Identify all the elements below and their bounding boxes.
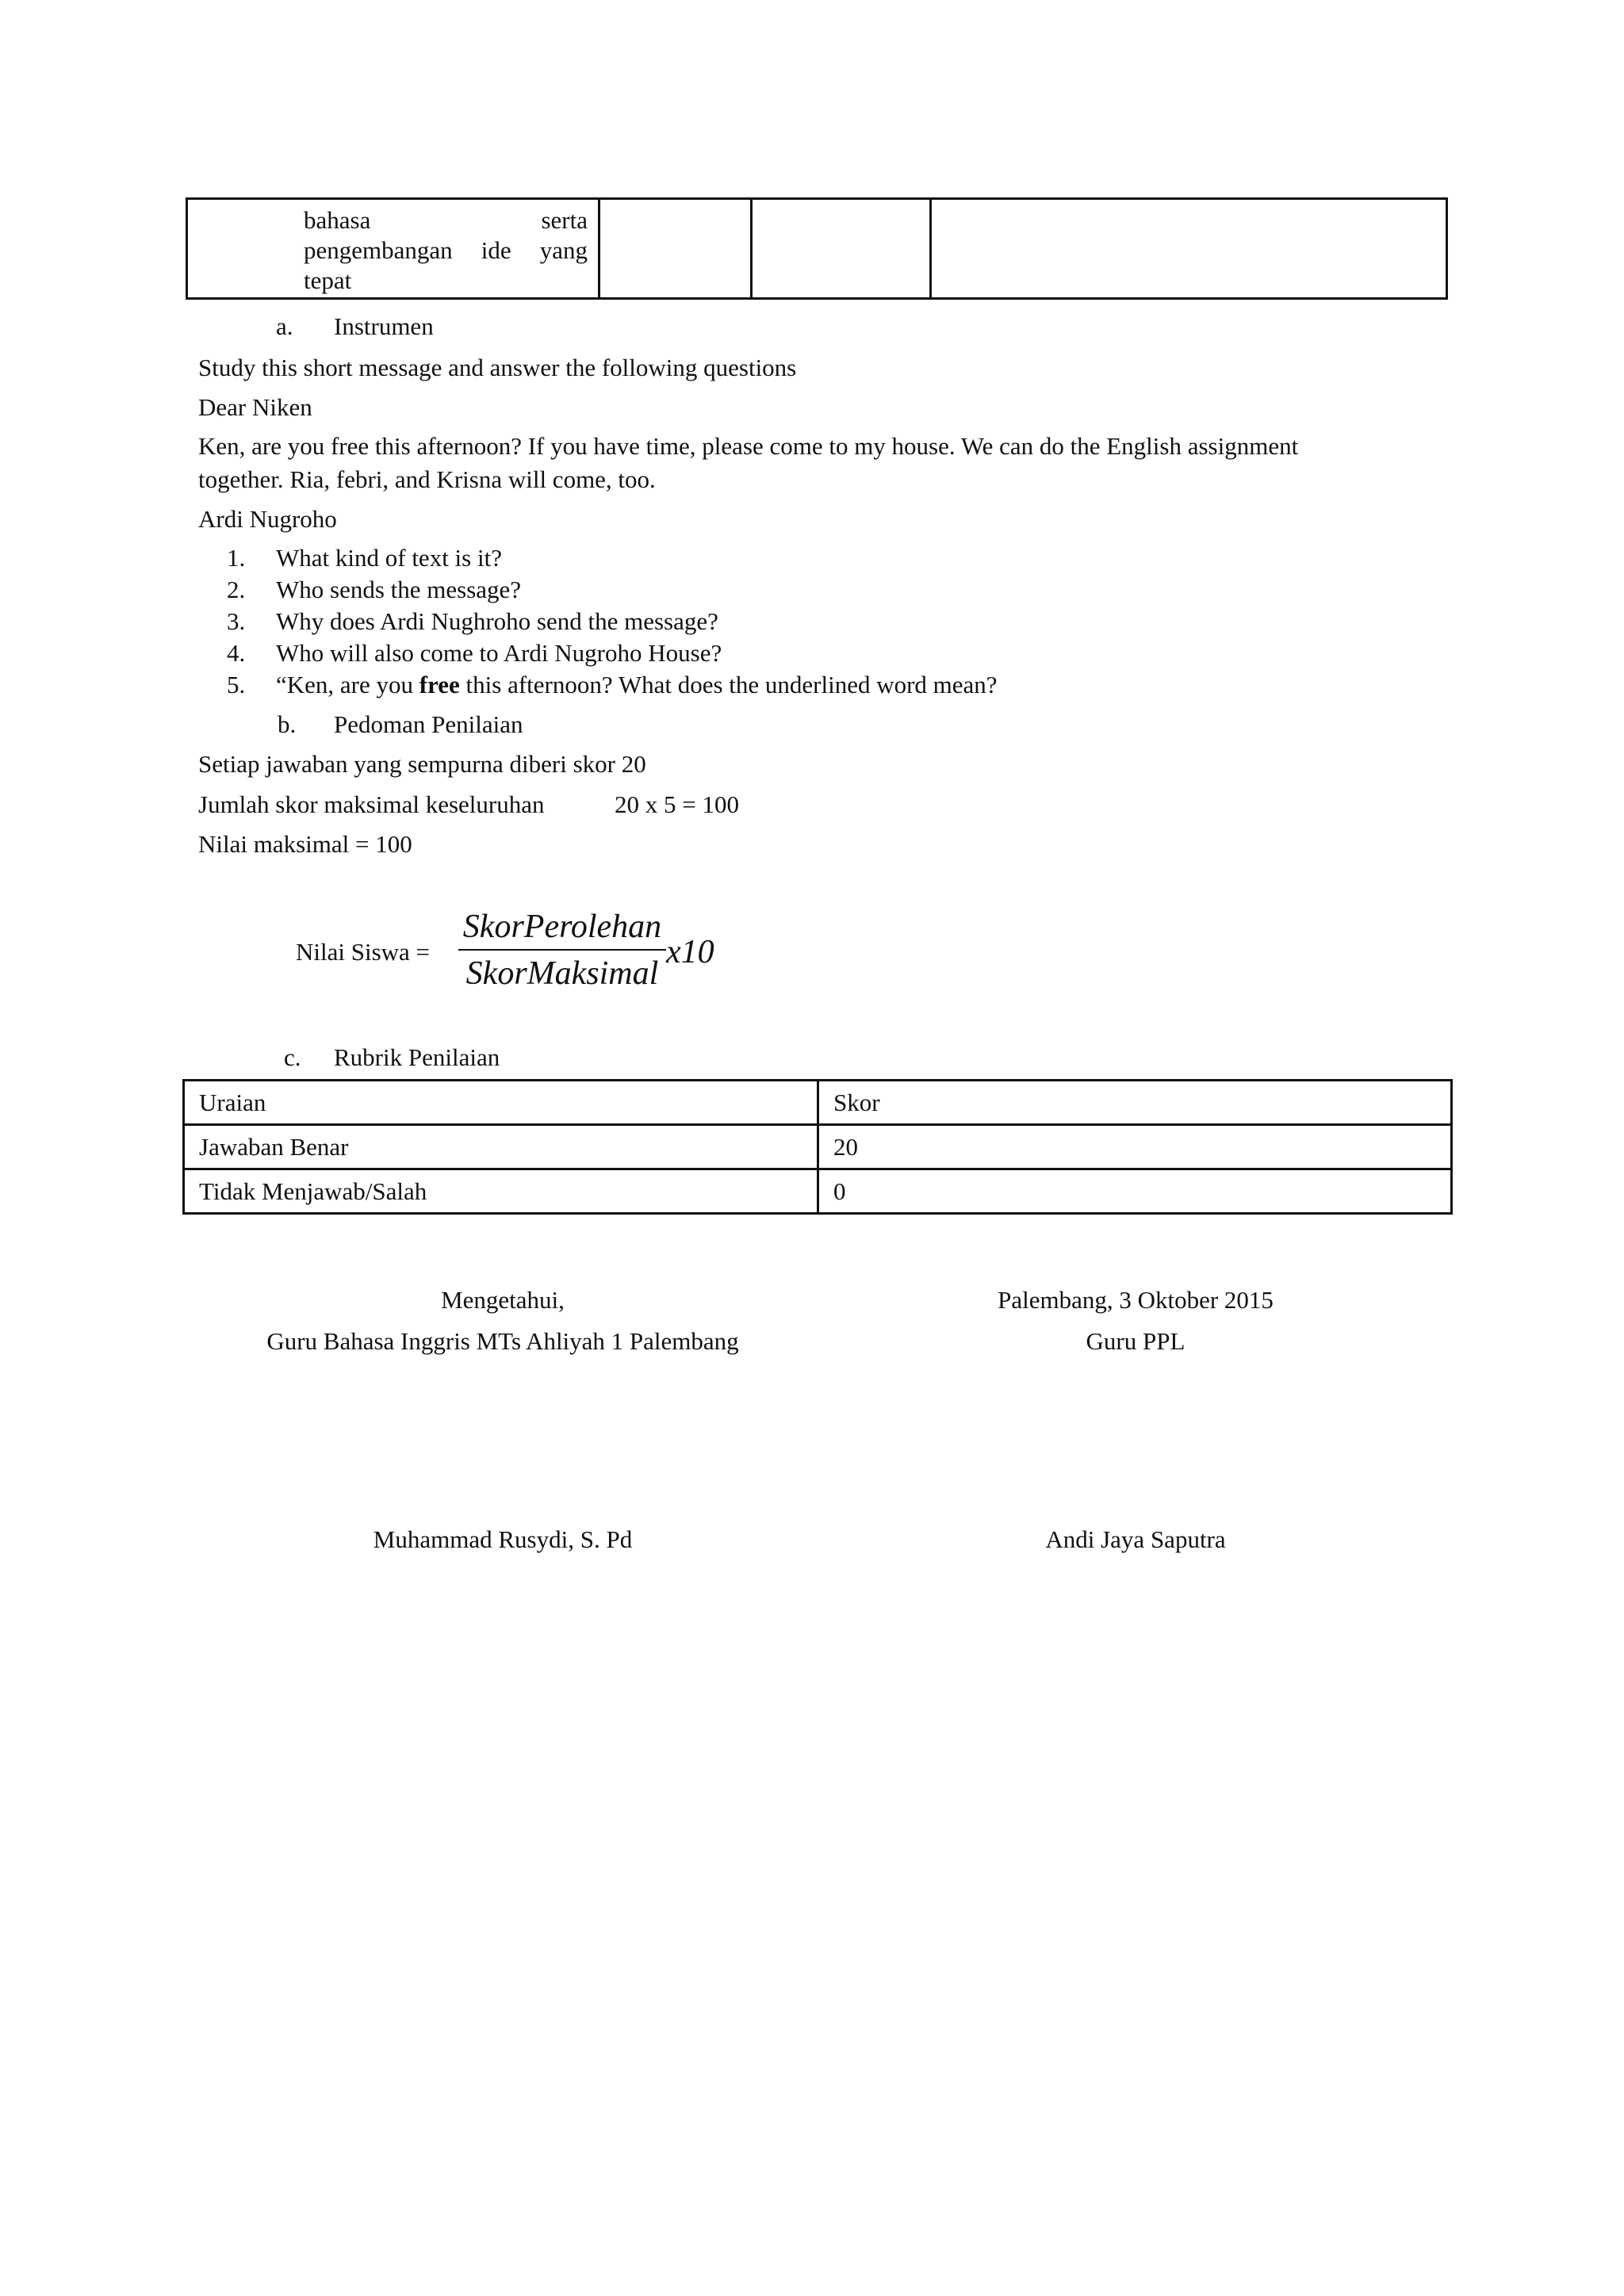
- rubric-cell-description: Jawaban Benar: [184, 1125, 818, 1169]
- continuation-table-cell-2: [600, 200, 753, 297]
- continuation-table-cell-3: [753, 200, 932, 297]
- table-row: [184, 1125, 1452, 1169]
- rubric-cell-score: 0: [818, 1169, 1452, 1214]
- cell-line-3: tepat: [304, 266, 352, 294]
- question-1-number: 1.: [227, 544, 246, 572]
- signature-right-line-2: Guru PPL: [1086, 1327, 1185, 1355]
- instrumen-intro: Study this short message and answer the following questions: [198, 354, 797, 381]
- pedoman-line-2-value: 20 x 5 = 100: [615, 790, 739, 818]
- question-4-text: Who will also come to Ardi Nugroho House?: [276, 639, 722, 667]
- formula-multiplier: x10: [666, 934, 714, 970]
- cell-line-2: pengembangan ide yang: [304, 236, 588, 264]
- rubric-table: [182, 1079, 1453, 1215]
- signature-right-name: Andi Jaya Saputra: [1045, 1525, 1226, 1553]
- rubric-cell-description: Tidak Menjawab/Salah: [184, 1169, 818, 1214]
- question-2-number: 2.: [227, 576, 246, 603]
- pedoman-line-3: Nilai maksimal = 100: [198, 830, 412, 858]
- section-b-marker: b.: [278, 710, 297, 738]
- rubric-header-uraian: Uraian: [184, 1081, 818, 1125]
- question-1-text: What kind of text is it?: [276, 544, 502, 572]
- section-a-heading: Instrumen: [334, 312, 434, 340]
- question-5-text: [276, 669, 998, 701]
- message-salutation: Dear Niken: [198, 393, 312, 421]
- section-a-marker: a.: [276, 312, 293, 340]
- message-sender: Ardi Nugroho: [198, 505, 337, 533]
- formula-denominator: SkorMaksimal: [465, 955, 659, 992]
- pedoman-line-1: Setiap jawaban yang sempurna diberi skor 20: [198, 750, 646, 778]
- section-c-marker: c.: [284, 1043, 301, 1071]
- section-b-heading: Pedoman Penilaian: [334, 710, 523, 738]
- pedoman-line-2-label: Jumlah skor maksimal keseluruhan: [198, 790, 545, 818]
- cell-line-1: [304, 205, 588, 236]
- rubric-cell-score: 20: [818, 1125, 1452, 1169]
- question-2-text: Who sends the message?: [276, 576, 522, 603]
- continuation-table-cell-1: [188, 200, 600, 297]
- signature-left-line-2: Guru Bahasa Inggris MTs Ahliyah 1 Palembang: [266, 1327, 739, 1355]
- question-4-number: 4.: [227, 639, 246, 667]
- question-5-text-after: this afternoon? What does the underlined word mean?: [459, 671, 998, 698]
- rubric-header-row: [184, 1081, 1452, 1125]
- signature-left-name: Muhammad Rusydi, S. Pd: [373, 1525, 633, 1553]
- formula-fraction: [458, 907, 666, 993]
- message-line-2: together. Ria, febri, and Krisna will come, too.: [198, 465, 656, 493]
- cell-word-bahasa: bahasa: [304, 206, 371, 234]
- question-5-text-before: “Ken, are you: [276, 671, 419, 698]
- formula-fraction-bar: [458, 949, 666, 951]
- question-5-bold-word: free: [419, 671, 460, 698]
- question-5-number: 5.: [227, 671, 246, 698]
- section-c-heading: Rubrik Penilaian: [334, 1043, 500, 1071]
- continuation-table-cell-4: [932, 200, 1446, 297]
- question-3-number: 3.: [227, 607, 246, 635]
- table-row: [184, 1169, 1452, 1214]
- question-3-text: Why does Ardi Nughroho send the message?: [276, 607, 718, 635]
- signature-right-line-1: Palembang, 3 Oktober 2015: [998, 1286, 1274, 1314]
- cell-word-serta: serta: [541, 206, 588, 234]
- formula-numerator: SkorPerolehan: [462, 909, 662, 945]
- rubric-header-skor: Skor: [818, 1081, 1452, 1125]
- formula-label: Nilai Siswa =: [296, 938, 431, 966]
- message-line-1: Ken, are you free this afternoon? If you have time, please come to my house. We can do the English assignment: [198, 432, 1299, 460]
- signature-left-line-1: Mengetahui,: [441, 1286, 565, 1314]
- continuation-table: [186, 197, 1448, 300]
